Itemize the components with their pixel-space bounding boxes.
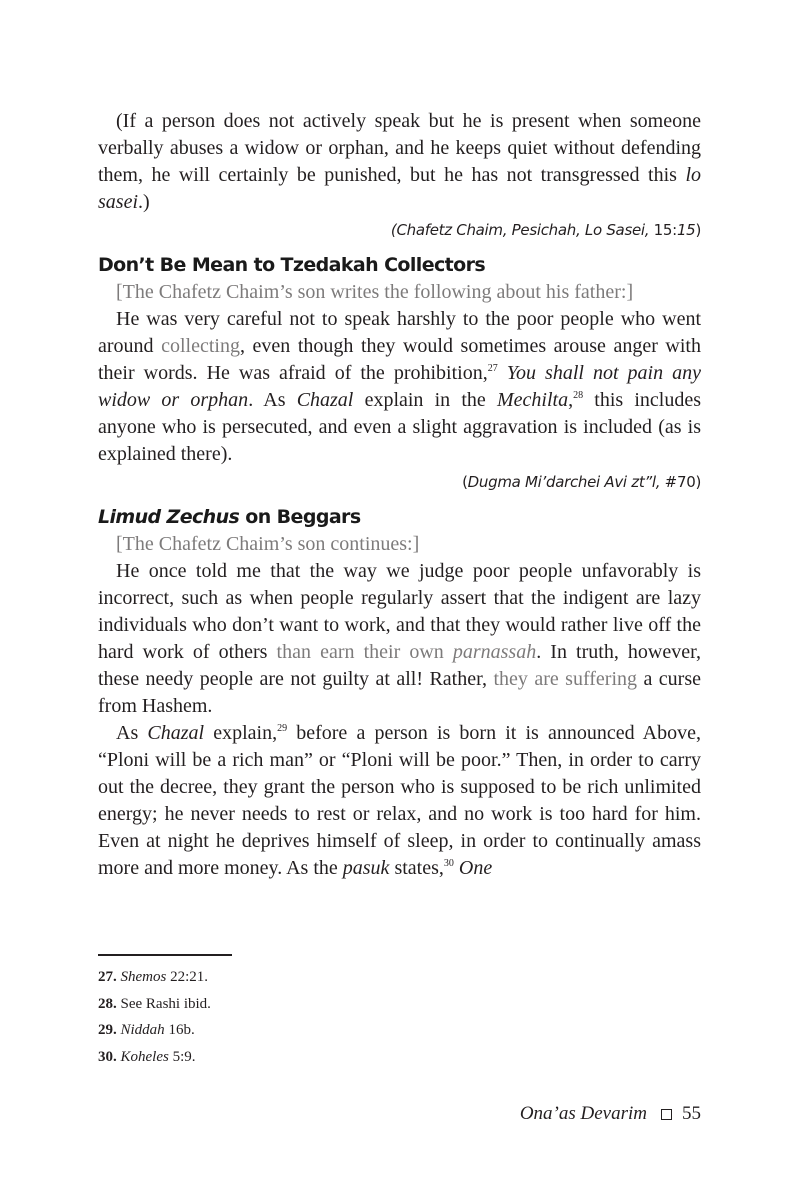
paragraph-collectors: He was very careful not to speak harshly to the poor people who went around collecting, even though they would sometimes arouse anger with their words. He was afraid of the prohibition,$^{27}$ You shall not pain any widow or orphan. As Chazal explain in the Mechilta,$^{28}$ this includes anyone who is persecuted, and even a slight aggravation is included (as is explained there).: [98, 308, 701, 465]
page-number: 55: [682, 1103, 701, 1124]
footnote-ref-28[interactable]: 28: [573, 390, 584, 401]
footnote-ref-29[interactable]: 29: [277, 723, 288, 734]
heading-limud-zechus: Limud Zechus on Beggars: [98, 506, 361, 528]
footnote-ref-27[interactable]: 27: [487, 363, 498, 374]
footnote-28: 28. See Rashi ibid.: [98, 995, 211, 1012]
running-title: Ona’as Devarim: [519, 1103, 647, 1124]
footnote-divider: [98, 954, 232, 956]
footnote-27: 27. Shemos 22:21.: [98, 969, 208, 985]
footnote-30: 30. Koheles 5:9.: [98, 1049, 196, 1066]
page-footer: [520, 1103, 701, 1125]
citation-chafetz-chaim: (Chafetz Chaim, Pesichah, Lo Sasei, 15:15): [390, 221, 701, 239]
paragraph-widow-orphan: (If a person does not actively speak but he is present when someone verbally abuses a widow or orphan, and he keeps quiet without defending them, he will certainly be punished, but he has not transgressed this lo sasei.): [98, 110, 701, 213]
page-body: [98, 108, 701, 882]
intro-bracket-note: [The Chafetz Chaim’s son writes the following about his father:]: [116, 281, 634, 303]
heading-tzedakah-collectors: Don’t Be Mean to Tzedakah Collectors: [98, 254, 486, 276]
footnotes: [98, 964, 211, 1071]
square-box-icon: [661, 1109, 672, 1120]
paragraph-judging-poor: He once told me that the way we judge poor people unfavorably is incorrect, such as when people regularly assert that the indigent are lazy individuals who don’t want to work, and that they would rather live off the hard work of others than earn their own parnassah. In truth, however, these needy people are not guilty at all! Rather, they are suffering a curse from Hashem.: [98, 560, 702, 717]
citation-dugma: (Dugma Mi’darchei Avi zt”l, #70): [462, 473, 701, 491]
paragraph-decree: As Chazal explain,$^{29}$ before a person is born it is announced Above, “Ploni will be a rich man” or “Ploni will be poor.” Then, in order to carry out the decree, they grant the person who is supposed to be rich unlimited energy; he never needs to rest or relax, and no work is too hard for him. Even at night he deprives himself of sleep, in order to continually amass more and more money. As the pasuk states,$^{30}$ One: [98, 722, 701, 879]
footnote-29: 29. Niddah 16b.: [98, 1022, 195, 1039]
intro-bracket-note-2: [The Chafetz Chaim’s son continues:]: [116, 533, 420, 555]
footnote-ref-30[interactable]: 30: [443, 858, 454, 869]
